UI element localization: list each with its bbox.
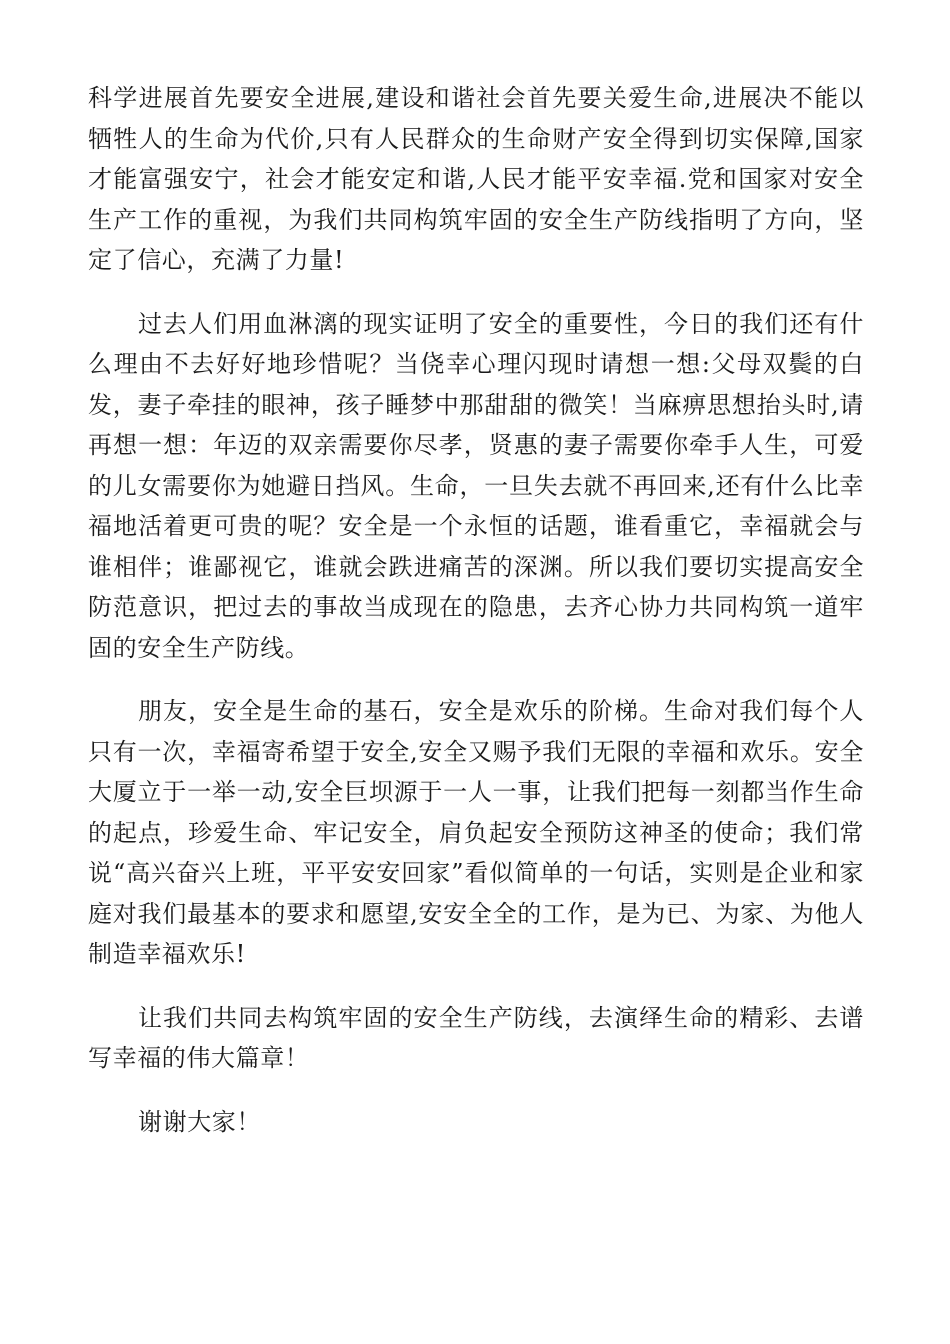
paragraph-3: 朋友，安全是生命的基石，安全是欢乐的阶梯。生命对我们每个人只有一次，幸福寄希望于安全,安全又赐予我们无限的幸福和欢乐。安全大厦立于一举一动,安全巨坝源于一人一事，让我们把每一刻都当作生命的起点，珍爱生命、牢记安全，肩负起安全预防这神圣的使命；我们常说“高兴奋兴上班，平平安安回家”看似简单的一句话，实则是企业和家庭对我们最基本的要求和愿望,安安全全的工作，是为已、为家、为他人制造幸福欢乐! bbox=[88, 697, 864, 968]
paragraph-4: 让我们共同去构筑牢固的安全生产防线，去演绎生命的精彩、去谱写幸福的伟大篇章！ bbox=[88, 1003, 864, 1072]
closing-thanks: 谢谢大家！ bbox=[138, 1107, 261, 1136]
paragraph-1: 科学进展首先要安全进展,建设和谐社会首先要关爱生命,进展决不能以牺牲人的生命为代价,只有人民群众的生命财产安全得到切实保障,国家才能富强安宁，社会才能安定和谐,人民才能平安幸福.党和国家对安全生产工作的重视，为我们共同构筑牢固的安全生产防线指明了方向，坚定了信心，充满了力量! bbox=[88, 84, 864, 274]
paragraph-2: 过去人们用血淋漓的现实证明了安全的重要性，今日的我们还有什么理由不去好好地珍惜呢？当侥幸心理闪现时请想一想:父母双鬓的白发，妻子牵挂的眼神，孩子睡梦中那甜甜的微笑！当麻痹思想抬头时,请再想一想：年迈的双亲需要你尽孝，贤惠的妻子需要你牵手人生，可爱的儿女需要你为她避日挡风。生命，一旦失去就不再回来,还有什么比幸福地活着更可贵的呢？安全是一个永恒的话题，谁看重它，幸福就会与谁相伴；谁鄙视它，谁就会跌进痛苦的深渊。所以我们要切实提高安全防范意识，把过去的事故当成现在的隐患，去齐心协力共同构筑一道牢固的安全生产防线。 bbox=[88, 309, 864, 662]
document-body bbox=[88, 78, 864, 1165]
